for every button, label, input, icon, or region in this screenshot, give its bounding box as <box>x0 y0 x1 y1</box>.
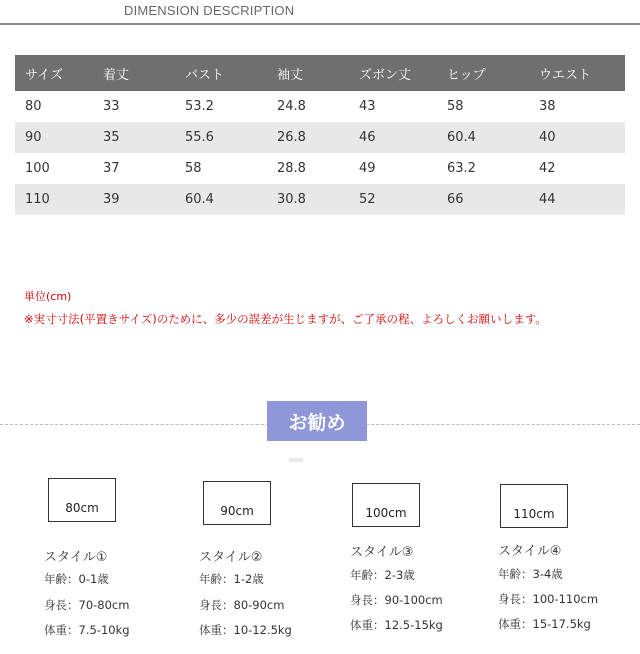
table-cell: 53.2 <box>185 99 214 114</box>
table-cell: 40 <box>529 122 625 153</box>
table-cell: 42 <box>539 161 556 176</box>
card-style: スタイル④ <box>498 544 562 559</box>
card-height: 身長：100-110cm <box>498 592 599 606</box>
card-weight: 体重：7.5-10kg <box>44 623 130 637</box>
table-cell: 55.6 <box>175 122 267 153</box>
table-cell: 38 <box>539 99 556 114</box>
table-cell: 44 <box>529 184 625 215</box>
table-header-row <box>15 55 625 91</box>
header-divider <box>0 23 640 25</box>
decorative-dot <box>289 458 303 462</box>
table-cell: 28.8 <box>277 161 306 176</box>
table-cell: 30.8 <box>267 184 349 215</box>
table-row <box>15 153 625 184</box>
table-header-cell: 着丈 <box>93 55 175 91</box>
card-weight: 体重：10-12.5kg <box>199 623 292 637</box>
card-weight: 体重：12.5-15kg <box>350 618 443 632</box>
table-cell: 66 <box>437 184 529 215</box>
recommend-card <box>44 478 198 648</box>
table-cell: 63.2 <box>447 161 476 176</box>
table-row <box>15 184 625 215</box>
table-cell: 24.8 <box>277 99 306 114</box>
card-weight: 体重：15-17.5kg <box>498 617 591 631</box>
table-header-cell: サイズ <box>15 55 93 91</box>
table-cell: 60.4 <box>437 122 529 153</box>
recommend-card <box>199 481 353 651</box>
table-cell: 35 <box>93 122 175 153</box>
table-cell: 110 <box>15 184 93 215</box>
card-height: 身長：80-90cm <box>199 598 285 612</box>
card-age: 年齢：1-2歳 <box>199 572 264 586</box>
table-cell: 33 <box>103 99 120 114</box>
table-cell: 26.8 <box>267 122 349 153</box>
card-age: 年齢：0-1歳 <box>44 572 109 586</box>
recommend-card <box>500 484 640 654</box>
table-cell: 37 <box>103 161 120 176</box>
card-style: スタイル① <box>44 550 108 565</box>
recommend-badge: お勧め <box>267 401 367 441</box>
size-box: 90cm <box>203 481 271 525</box>
size-box: 100cm <box>352 483 420 527</box>
unit-note: 単位(cm) <box>24 290 72 303</box>
table-cell: 58 <box>447 99 464 114</box>
table-cell: 39 <box>93 184 175 215</box>
recommend-card <box>352 483 502 653</box>
table-row <box>15 91 625 122</box>
table-cell: 43 <box>359 99 376 114</box>
table-row <box>15 122 625 153</box>
card-style: スタイル③ <box>350 545 414 560</box>
size-box: 110cm <box>500 484 568 528</box>
disclaimer-note: ※実寸寸法(平置きサイズ)のために、多少の誤差が生じますが、ご了承の程、よろしくお願いします。 <box>24 312 547 326</box>
table-cell: 100 <box>25 161 50 176</box>
table-cell: 60.4 <box>175 184 267 215</box>
size-box: 80cm <box>48 478 116 522</box>
table-cell: 46 <box>349 122 437 153</box>
page-title: DIMENSION DESCRIPTION <box>124 3 295 18</box>
table-cell: 49 <box>359 161 376 176</box>
table-header-cell: ヒップ <box>437 55 529 91</box>
table-header-cell: バスト <box>175 55 267 91</box>
table-cell: 58 <box>185 161 202 176</box>
card-age: 年齢：2-3歳 <box>350 568 415 582</box>
table-header-cell: 袖丈 <box>267 55 349 91</box>
table-header-cell: ズボン丈 <box>349 55 437 91</box>
card-style: スタイル② <box>199 550 263 565</box>
card-age: 年齢：3-4歳 <box>498 567 563 581</box>
table-cell: 90 <box>15 122 93 153</box>
size-table <box>15 55 625 215</box>
table-cell: 80 <box>25 99 42 114</box>
card-height: 身長：70-80cm <box>44 598 130 612</box>
card-height: 身長：90-100cm <box>350 593 443 607</box>
table-header-cell: ウエスト <box>529 55 625 91</box>
table-cell: 52 <box>349 184 437 215</box>
